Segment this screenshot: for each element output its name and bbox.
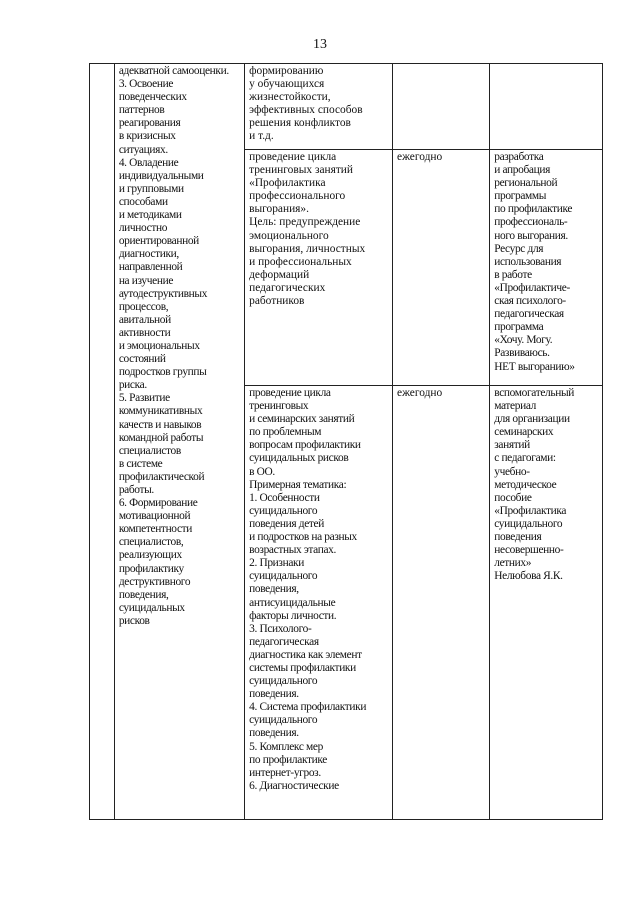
text-line: реагирования xyxy=(118,117,181,130)
goals-cell xyxy=(114,64,244,820)
text-line: методическое xyxy=(494,478,557,491)
text-line: педагогическая xyxy=(494,308,564,321)
text-line: 6. Формирование xyxy=(118,497,198,510)
text-line: разработка xyxy=(494,151,544,163)
text-line: «Профилактика xyxy=(249,177,326,190)
text-line: диагностика как элемент xyxy=(249,648,362,661)
period-text: ежегодно xyxy=(397,151,443,163)
text-line: профилактику xyxy=(118,562,184,575)
text-line: материал xyxy=(494,400,536,413)
text-line: 5. Комплекс мер xyxy=(249,740,323,753)
text-line: аутодеструктивных xyxy=(118,287,208,300)
text-line: процессов, xyxy=(118,300,169,313)
period-cell xyxy=(393,150,490,386)
text-line: мотивационной xyxy=(118,510,191,523)
text-line: с педагогами: xyxy=(494,452,556,465)
text-line: суицидального xyxy=(249,714,318,727)
text-line: по профилактике xyxy=(249,753,327,766)
text-line: деструктивного xyxy=(118,575,191,588)
text-line: Цель: предупреждение xyxy=(249,216,361,229)
text-line: Ресурс для xyxy=(494,242,544,255)
text-line: специалистов, xyxy=(118,536,184,549)
text-line: качеств и навыков xyxy=(118,418,202,431)
period-cell xyxy=(393,64,490,150)
text-line: суицидального xyxy=(494,517,563,530)
text-line: компетентности xyxy=(118,523,193,536)
text-line: коммуникативных xyxy=(118,405,203,418)
text-line: поведения, xyxy=(118,588,169,601)
text-line: для организации xyxy=(494,413,570,426)
text-line: в работе xyxy=(494,268,532,281)
text-line: индивидуальными xyxy=(118,169,204,182)
text-line: авитальной xyxy=(118,313,171,326)
text-line: диагностики, xyxy=(118,248,179,261)
text-line: суицидального xyxy=(249,570,318,583)
text-line: специалистов xyxy=(118,444,181,457)
goals-text xyxy=(119,65,241,628)
text-line: формированию xyxy=(249,65,324,77)
text-line: 4. Овладение xyxy=(118,156,179,169)
text-line: тренинговых xyxy=(249,400,309,413)
text-line: суицидальных xyxy=(118,601,185,614)
text-line: вспомогательный xyxy=(494,387,575,399)
activity-cell xyxy=(245,150,393,386)
text-line: Развиваюсь. xyxy=(494,347,550,360)
text-line: антисуицидальные xyxy=(249,596,336,609)
text-line: эффективных способов xyxy=(249,104,363,117)
period-text: ежегодно xyxy=(397,387,443,399)
text-line: НЕТ выгоранию» xyxy=(494,360,575,373)
text-line: в ОО. xyxy=(249,465,275,478)
text-line: активности xyxy=(118,326,171,339)
activity-text xyxy=(249,151,389,308)
text-line: реализующих xyxy=(118,549,182,562)
text-line: занятий xyxy=(494,439,530,452)
text-line: личностно xyxy=(118,222,168,235)
text-line: выгорания». xyxy=(249,203,309,216)
text-line: Примерная тематика: xyxy=(249,478,347,491)
text-line: проведение цикла xyxy=(249,387,331,399)
text-line: работы. xyxy=(118,484,154,496)
text-line: использования xyxy=(494,255,562,268)
text-line: семинарских xyxy=(494,426,554,439)
text-line: работников xyxy=(249,295,305,308)
text-line: программа xyxy=(494,321,544,334)
text-line: и групповыми xyxy=(118,182,184,195)
text-line: и т.д. xyxy=(249,130,274,143)
text-line: поведения. xyxy=(249,688,299,701)
text-line: подростков группы xyxy=(118,366,207,379)
text-line: 1. Особенности xyxy=(249,491,320,504)
text-line: профилактической xyxy=(118,470,205,483)
text-line: факторы личности. xyxy=(249,609,337,622)
text-line: выгорания, личностных xyxy=(249,242,366,255)
text-line: поведения детей xyxy=(249,517,324,530)
text-line: поведения, xyxy=(249,583,299,596)
text-line: пособие xyxy=(494,491,532,504)
text-line: интернет-угроз. xyxy=(249,766,321,779)
text-line: программы xyxy=(494,190,547,203)
text-line: поведения xyxy=(494,531,542,544)
text-line: и семинарских занятий xyxy=(249,413,355,426)
text-line: 5. Развитие xyxy=(118,392,170,405)
text-line: адекватной самооценки. xyxy=(118,65,229,77)
text-line: эмоционального xyxy=(249,229,329,242)
text-line: возрастных этапах. xyxy=(249,544,337,557)
text-line: 6. Диагностические xyxy=(249,779,339,792)
text-line: ориентированной xyxy=(118,235,199,248)
text-line: 3. Освоение xyxy=(118,78,174,91)
result-text xyxy=(494,387,599,583)
text-line: профессионального xyxy=(249,190,346,203)
text-line: ного выгорания. xyxy=(494,229,568,242)
text-line: летних» xyxy=(494,557,532,570)
text-line: на изучение xyxy=(118,274,174,287)
text-line: Нелюбова Я.К. xyxy=(494,570,563,583)
text-line: 3. Психолого- xyxy=(249,622,312,635)
text-line: паттернов xyxy=(118,104,165,117)
text-line: командной работы xyxy=(118,431,204,444)
text-line: суицидального xyxy=(249,504,318,517)
table-row xyxy=(90,64,603,150)
result-text xyxy=(494,151,599,374)
text-line: рисков xyxy=(118,614,150,627)
text-line: по профилактике xyxy=(494,203,573,216)
activity-cell xyxy=(245,64,393,150)
text-line: поведения. xyxy=(249,727,299,740)
text-line: по проблемным xyxy=(249,426,322,439)
text-line: тренинговых занятий xyxy=(249,164,353,177)
text-line: состояний xyxy=(118,353,166,366)
text-line: ситуациях. xyxy=(118,143,168,156)
activity-text xyxy=(249,65,389,144)
text-line: суицидальных рисков xyxy=(249,452,349,465)
text-line: поведенческих xyxy=(118,91,187,104)
result-cell xyxy=(490,386,603,820)
text-line: решения конфликтов xyxy=(249,117,351,130)
text-line: 4. Система профилактики xyxy=(249,701,367,714)
text-line: в кризисных xyxy=(118,130,176,143)
result-cell xyxy=(490,64,603,150)
period-cell xyxy=(393,386,490,820)
text-line: профессиональ- xyxy=(494,216,568,229)
text-line: способами xyxy=(118,195,168,208)
text-line: и апробация xyxy=(494,164,551,177)
text-line: у обучающихся xyxy=(249,78,325,91)
text-line: деформаций xyxy=(249,268,310,281)
text-line: несовершенно- xyxy=(494,544,564,557)
text-line: в системе xyxy=(118,457,163,470)
text-line: проведение цикла xyxy=(249,151,337,163)
plan-table xyxy=(89,63,603,820)
text-line: учебно- xyxy=(494,465,530,478)
text-line: и подростков на разных xyxy=(249,531,357,544)
text-line: педагогических xyxy=(249,281,326,294)
text-line: «Хочу. Могу. xyxy=(494,334,553,347)
text-line: и профессиональных xyxy=(249,255,352,268)
text-line: «Профилактиче- xyxy=(494,281,570,294)
text-line: 2. Признаки xyxy=(249,557,304,570)
text-line: жизнестойкости, xyxy=(249,91,331,104)
result-cell xyxy=(490,150,603,386)
text-line: вопросам профилактики xyxy=(249,439,361,452)
text-line: «Профилактика xyxy=(494,504,567,517)
text-line: и эмоциональных xyxy=(118,339,200,352)
activity-cell xyxy=(245,386,393,820)
text-line: суицидального xyxy=(249,675,318,688)
text-line: педагогическая xyxy=(249,635,319,648)
activity-text xyxy=(249,387,389,793)
text-line: системы профилактики xyxy=(249,661,356,674)
text-line: и методиками xyxy=(118,209,182,222)
page-number: 13 xyxy=(313,37,327,52)
text-line: ская психолого- xyxy=(494,295,566,308)
text-line: направленной xyxy=(118,261,183,274)
number-cell xyxy=(90,64,115,820)
text-line: региональной xyxy=(494,177,558,190)
text-line: риска. xyxy=(118,379,147,392)
